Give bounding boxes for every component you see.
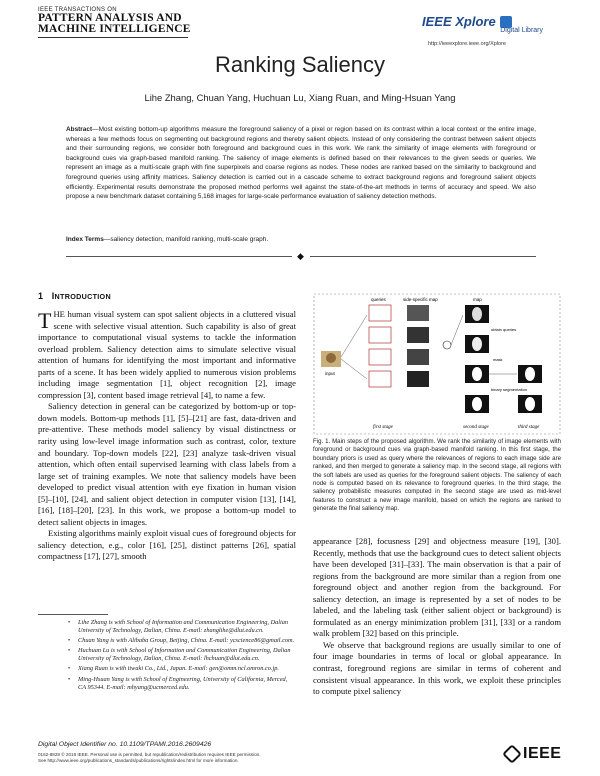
index-terms-label: Index Terms (66, 236, 104, 243)
right-paragraph-1: appearance [28], focusness [29] and objectness measure [19], [30]. Recently, methods that use the background cues to detect salient objects have been developed [31]–[33]. The main observation is that a pair of regions from the background are more similar than a region from one foreground object and another region from the background. For saliency detection, an image is represented by a set of nodes to be labeled, and the labeling task (either salient object or background) is formulated as an energy minimization problem [31], [33] or a random walk problem [32] based on this principle. (313, 536, 561, 639)
copyright-line-1: 0162-8828 © 2016 IEEE. Personal use is permitted, but republication/redistribution requires IEEE permission. (38, 752, 261, 757)
section-separator (66, 251, 536, 261)
flow-arrow (341, 315, 367, 357)
side-map-thumb (407, 305, 429, 321)
right-column (313, 536, 561, 698)
saliency-blob (472, 337, 482, 351)
flow-arrow (451, 315, 463, 345)
query-thumb (369, 327, 391, 343)
saliency-blob (472, 367, 482, 381)
label-input: input (325, 371, 335, 376)
journal-title-line2: MACHINE INTELLIGENCE (38, 23, 191, 35)
label-obtain-queries: obtain queries (491, 327, 517, 332)
xplore-subtitle: Digital Library (500, 27, 543, 34)
figure-1 (313, 293, 561, 435)
query-thumb (369, 305, 391, 321)
xplore-mark-icon (500, 16, 512, 28)
label-mask: mask (493, 357, 503, 362)
abstract-label: Abstract (66, 126, 93, 133)
footnote-rule (38, 614, 108, 615)
pipeline-diagram (313, 293, 561, 435)
final-blob (525, 397, 535, 411)
figure-caption: Fig. 1. Main steps of the proposed algorithm. We rank the similarity of image elements with foreground or background cues via graph-based manifold ranking. In this first stage, the boundary priors is used as query where the relevances of regions to each image side are ranked, and then merged to generate a saliency map. In the second stage, all regions with the soft labels are used as queries for the foreground salient objects. The saliency of each node is computed based on its relevance to foreground queries. In the third stage, the saliency probabilistic measures computed in the second stage are used as mid-level features to construct a new image manifold, based on which the regions are ranked to generate the final saliency map. (313, 438, 561, 513)
dropcap: T (38, 308, 52, 333)
separator-line-right (310, 256, 536, 257)
intro-paragraph-1-text: HE human visual system can spot salient objects in a cluttered visual scene with selective visual attention. Such capability is also of great importance to computational visual systems to tackle the information overload problem. Saliency detection aims to simulate selective visual attention of humans for identifying the most important and informative parts of a scene. It has been widely applied to numerous vision problems including image segmentation [1], object recognition [2], image compression [3], content based image retrieval [4], to name a few. (38, 309, 296, 400)
xplore-logo[interactable] (422, 14, 557, 34)
label-second-stage: second stage (463, 425, 489, 430)
intro-paragraph-3: Existing algorithms mainly exploit visual cues of foreground objects for saliency detection, e.g., color [16], [25], distinct patterns [26], spatial compactness [17], [27], smooth (38, 528, 296, 562)
intro-paragraph-2: Saliency detection in general can be categorized by bottom-up or top-down models. Bottom-up methods [1], [5]–[21] are fast, data-driven and pre-attentive. These methods model saliency by visual distinctness or rarity using low-level image information such as contrast, color, texture and boundary. Top-down models [22], [23] analyze task-driven visual attention, which often entail supervised learning with class labels from a large set of training examples. We note that saliency models have been developed to predict visual attention with eye fixation in human vision [5]–[10], [24], and salient object detection in computer vision [13], [14], [16], [18]–[20], [23]. In this work, we propose a bottom-up model to detect salient objects in images. (38, 401, 296, 527)
footnote-item: • Huchuan Lu is with School of Information and Communication Engineering, Dalian University of Technology, Dalian, China. E-mail: lhchuan@dlut.edu.cn. (70, 647, 296, 663)
flow-arrow (341, 359, 367, 379)
ieee-diamond-icon (502, 744, 522, 764)
separator-diamond-icon: ◆ (297, 251, 304, 261)
saliency-blob (472, 307, 482, 321)
side-map-thumb (407, 349, 429, 365)
query-thumb (369, 371, 391, 387)
journal-publisher: IEEE TRANSACTIONS ON (38, 7, 117, 13)
label-side-specific: side-specific map (403, 297, 438, 302)
copyright-line-2[interactable]: See http://www.ieee.org/publications_standards/publications/rights/index.html for more information. (38, 758, 239, 763)
maps-column (465, 305, 489, 413)
side-map-thumb (407, 327, 429, 343)
section-number: 1 (38, 291, 44, 301)
xplore-brand: IEEE Xplore (422, 14, 496, 29)
xplore-url-link[interactable]: http://ieeexplore.ieee.org/Xplore (428, 41, 506, 47)
index-terms-text: —saliency detection, manifold ranking, multi-scale graph. (103, 236, 269, 243)
ieee-footer-logo (505, 745, 561, 763)
final-blob (525, 367, 535, 381)
section-title-first: I (51, 291, 55, 301)
footnote-item: • Xiang Ruan is with tiwaki Co., Ltd., Japan. E-mail: gen@omm.ncl.omron.co.jp. (70, 665, 296, 673)
abstract (66, 125, 536, 202)
journal-header-rule (38, 37, 188, 38)
paper-title: Ranking Saliency (215, 52, 385, 77)
label-map: map (473, 297, 482, 302)
left-column (38, 309, 296, 563)
input-image-subject (326, 353, 336, 363)
journal-title-line1: PATTERN ANALYSIS AND (38, 12, 182, 24)
merge-node-icon (443, 341, 451, 349)
query-thumb (369, 349, 391, 365)
saliency-blob (472, 397, 482, 411)
right-paragraph-2: We observe that background regions are usually similar to one of four image boundaries in terms of local or global appearance. In contrast, foreground regions are similar in terms of coherent and consistent visual appearance. In this work, we exploit these principles to compute pixel saliency (313, 639, 561, 697)
footnote-item: • Lihe Zhang is with School of Information and Communication Engineering, Dalian University of Technology, Dalian, China. E-mail: zhanglihe@dlut.edu.cn. (70, 619, 296, 635)
footnote-item: • Ming-Hsuan Yang is with School of Engineering, University of California, Merced, CA 95344. E-mail: mhyang@ucmerced.edu. (70, 676, 296, 692)
paper-authors: Lihe Zhang, Chuan Yang, Huchuan Lu, Xiang Ruan, and Ming-Hsuan Yang (144, 92, 456, 103)
separator-line-left (66, 256, 292, 257)
abstract-text: —Most existing bottom-up algorithms measure the foreground saliency of a pixel or region based on its contrast within a local context or the entire image, whereas a few methods focus on segmenting out background regions and thereby salient objects. Instead of only considering the contrast between salient objects and their surrounding regions, we consider both foreground and background cues in this work. We rank the similarity of image elements with foreground or background cues via graph-based manifold ranking. The saliency of image elements is defined based on their relevances to the given seeds or queries. We represent an image as a multi-scale graph with fine superpixels and coarse regions as nodes. These nodes are ranked based on the similarity to background and foreground queries using affinity matrices. Saliency detection is carried out in a cascade scheme to extract background regions and foreground salient objects efficiently. Experimental results demonstrate the proposed method performs well against the state-of-the-art methods in terms of accuracy and speed. We also propose a new benchmark dataset containing 5,168 images for large-scale performance evaluation of saliency detection methods. (66, 126, 536, 201)
footnote-item: • Chuan Yang is with Alibaba Group, Beijing, China. E-mail: ycscience86@gmail.com. (70, 637, 296, 645)
journal-header (38, 7, 238, 38)
section-heading (38, 291, 111, 301)
stage-1-rows (369, 305, 429, 387)
ieee-logo-text: IEEE (523, 745, 562, 762)
label-third-stage: third stage (518, 425, 540, 430)
section-title-rest: NTRODUCTION (54, 292, 111, 301)
copyright (38, 752, 458, 764)
index-terms (66, 236, 536, 243)
label-first-stage: first stage (373, 425, 393, 430)
footnotes (70, 619, 296, 694)
intro-paragraph-1 (38, 309, 296, 401)
side-map-thumb (407, 371, 429, 387)
label-queries: queries (371, 297, 386, 302)
doi: Digital Object Identifier no. 10.1109/TPAMI.2016.2609426 (38, 741, 212, 748)
label-binary-seg: binary segmentation (491, 387, 528, 392)
